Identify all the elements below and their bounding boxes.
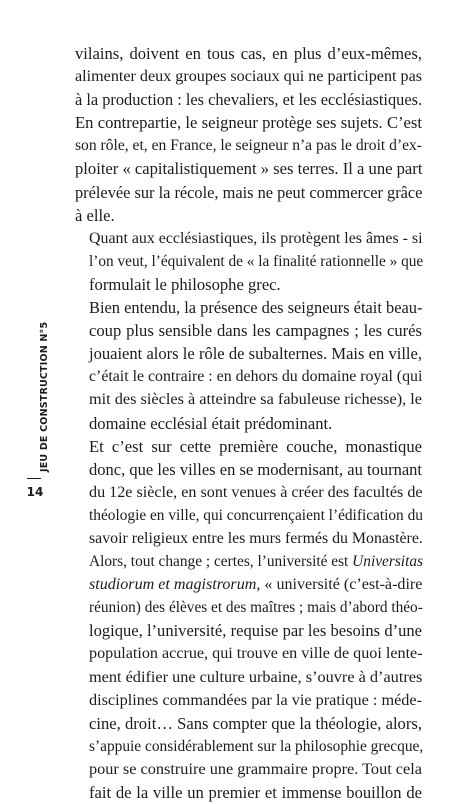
text-line: ment édifier une culture urbaine, s’ouvre à d’autres [89,667,423,686]
text-line: donc, que les villes en se modernisant, au tournant [89,459,422,479]
text-line: à elle. [75,205,115,225]
italic-phrase: studiorum et magistrorum [89,576,257,594]
text-line: son rôle, et, en France, le seigneur n’a pas le droit d’ex- [75,137,422,155]
paragraph [75,435,422,550]
running-head [24,321,50,472]
text-line: alimenter deux groupes sociaux qui ne participent pas [75,68,423,86]
text-line: Bien entendu, la présence des seigneurs était beau- [89,298,423,318]
text-line: disciplines commandées par la vie pratique : méde- [89,690,422,709]
text-line: Quant aux ecclésiastiques, ils protègent les âmes - si [89,229,423,247]
text-line: à la production : les chevaliers, et les ecclésiastiques. [75,90,423,110]
text-line: logique, l’université, requise par les besoins d’une [89,621,422,641]
paragraph [75,227,422,296]
text-line: savoir religieux entre les murs fermés du Monastère. [89,529,423,547]
text-line: ploiter « capitalistiquement » ses terres. Il a une part [75,159,423,179]
paragraph [75,550,422,804]
text-line: mit des siècles à atteindre sa fabuleuse richesse), le [89,390,422,409]
text-line: Alors, tout change ; certes, l’université est Universitas [89,553,423,571]
italic-phrase: Universitas [352,553,423,571]
folio-rule [27,478,41,479]
text-line: En contrepartie, le seigneur protège ses sujets. C’est [75,113,422,133]
text-line: fait de la ville un premier et immense bouillon de [89,783,422,802]
page-number: 14 [26,485,44,499]
text-line: pour se construire une grammaire propre. Tout cela [89,759,422,778]
text-line: prélevée sur la récole, mais ne peut commercer grâce [75,182,423,202]
text-line: réunion) des élèves et des maîtres ; mais d’abord théo- [89,599,423,617]
text-line: c’était le contraire : en dehors du domaine royal (qui [89,368,423,386]
running-head-label: JEU DE CONSTRUCTION N°5 [39,321,50,472]
text-line: formulait le philosophe grec. [89,274,281,294]
text-line: population accrue, qui trouve en ville de quoi lente- [89,645,423,663]
text-line: s’appuie considérablement sur la philosophie grecque, [89,737,424,755]
text-line: Et c’est sur cette première couche, monastique [89,436,422,456]
text-line: domaine ecclésial était prédominant. [89,413,333,433]
text-line: studiorum et magistrorum, « université (c’est-à-dire [89,576,423,594]
text-line: coup plus sensible dans les campagnes ; les curés [89,321,422,341]
text-line: l’on veut, l’équivalent de « la finalité rationnelle » que [89,252,424,270]
paragraph [75,296,422,435]
paragraph [75,42,422,227]
body-text [75,42,422,804]
text-line: du 12e siècle, en sont venues à créer des facultés de [89,483,423,501]
text-line: cine, droit… Sans compter que la théologie, alors, [89,713,422,733]
text-line: vilains, doivent en tous cas, en plus d’eux-mêmes, [75,44,422,63]
text-line: jouaient alors le rôle de subalternes. Mais en ville, [89,344,422,364]
text-line: théologie en ville, qui concurrençaient l’édification du [89,506,423,524]
